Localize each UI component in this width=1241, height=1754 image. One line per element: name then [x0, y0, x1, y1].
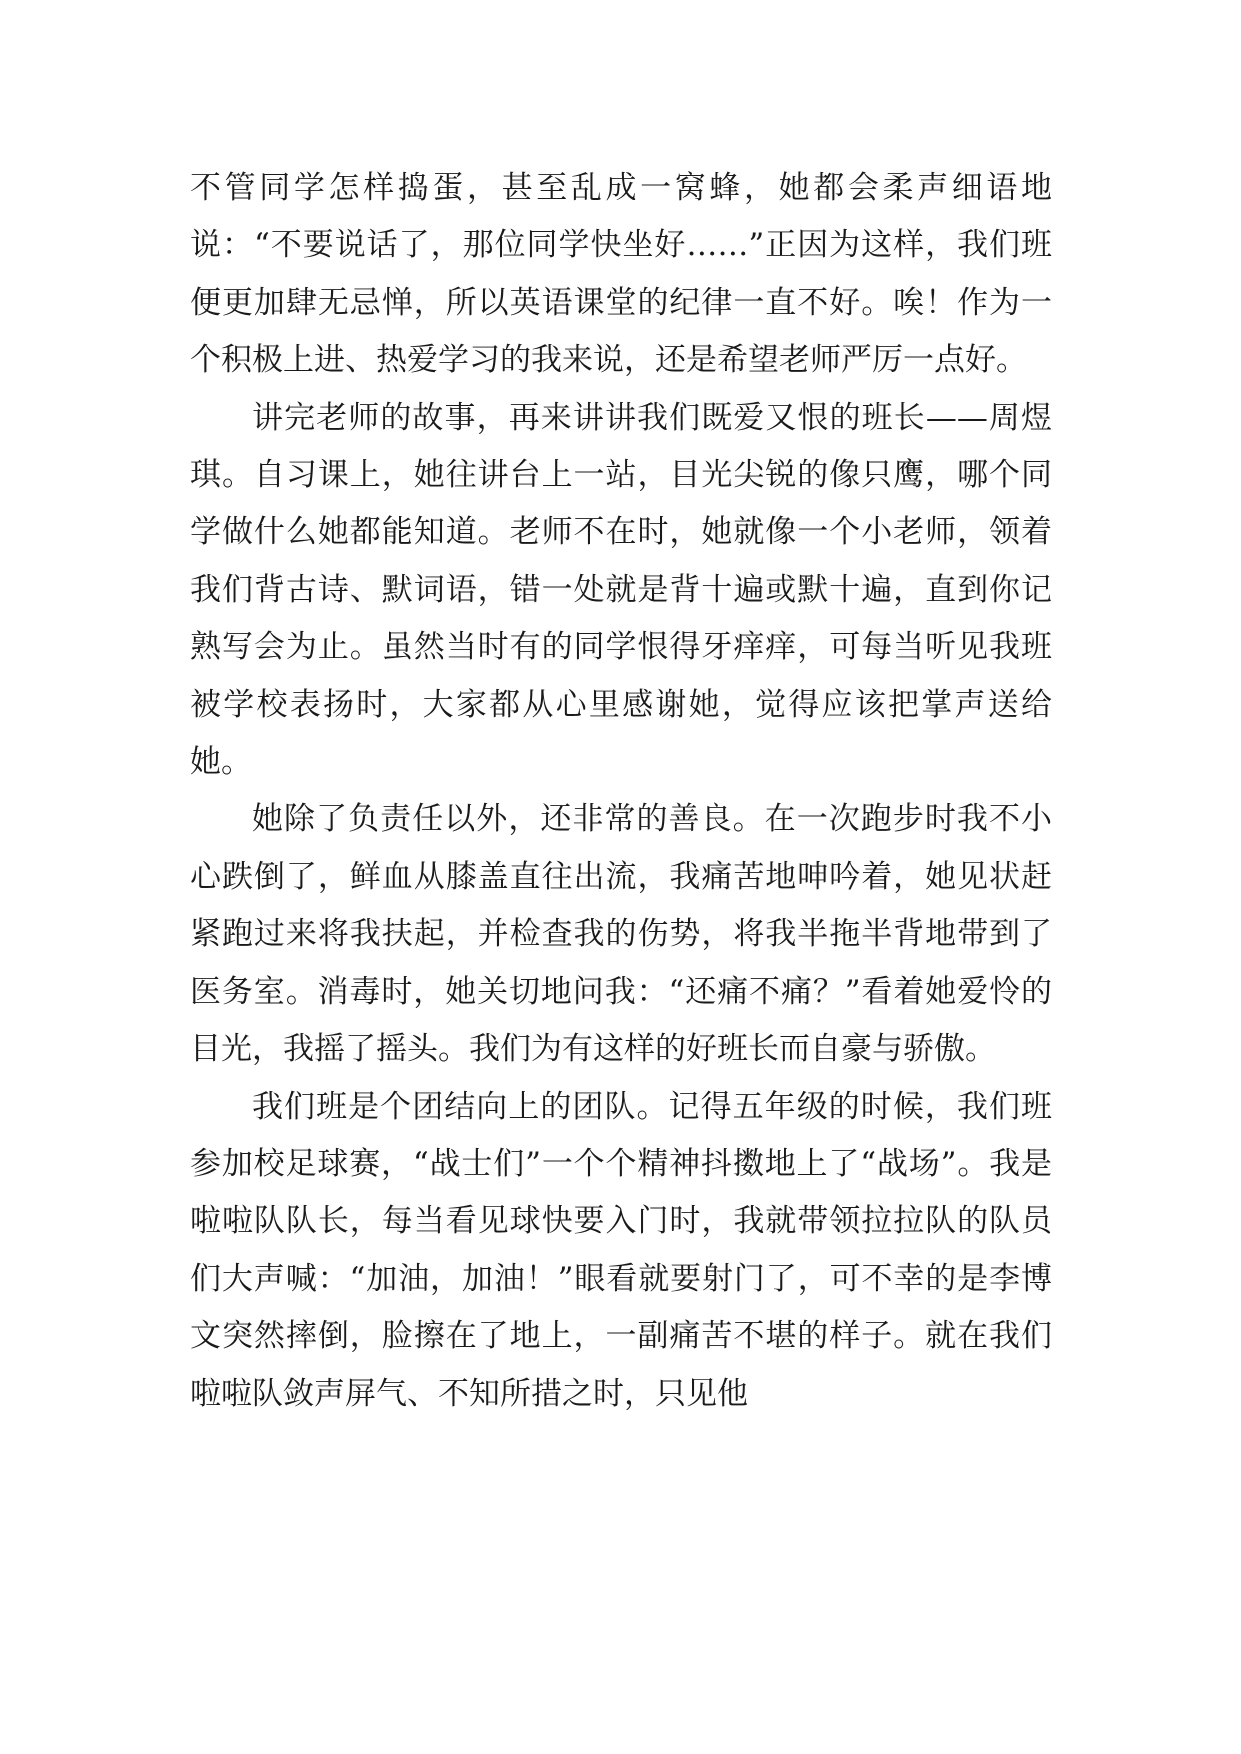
paragraph-4: 我们班是个团结向上的团队。记得五年级的时候，我们班参加校足球赛，“战士们”一个个精神抖擞地上了“战场”。我是啦啦队队长，每当看见球快要入门时，我就带领拉拉队的队员们大声喊：“加油，加油！”眼看就要射门了，可不幸的是李博文突然摔倒，脸擦在了地上，一副痛苦不堪的样子。就在我们啦啦队敛声屏气、不知所措之时，只见他 [190, 1088, 1052, 1412]
body-text [190, 160, 1052, 1423]
paragraph-1: 不管同学怎样捣蛋，甚至乱成一窝蜂，她都会柔声细语地说：“不要说话了，那位同学快坐好……”正因为这样，我们班便更加肆无忌惮，所以英语课堂的纪律一直不好。唉！作为一个积极上进、热爱学习的我来说，还是希望老师严厉一点好。 [190, 170, 1052, 379]
paragraph-3: 她除了负责任以外，还非常的善良。在一次跑步时我不小心跌倒了，鲜血从膝盖直往出流，我痛苦地呻吟着，她见状赶紧跑过来将我扶起，并检查我的伤势，将我半拖半背地带到了医务室。消毒时，她关切地问我：“还痛不痛？”看着她爱怜的目光，我摇了摇头。我们为有这样的好班长而自豪与骄傲。 [190, 801, 1052, 1068]
paragraph-2: 讲完老师的故事，再来讲讲我们既爱又恨的班长——周煜琪。自习课上，她往讲台上一站，目光尖锐的像只鹰，哪个同学做什么她都能知道。老师不在时，她就像一个小老师，领着我们背古诗、默词语，错一处就是背十遍或默十遍，直到你记熟写会为止。虽然当时有的同学恨得牙痒痒，可每当听见我班被学校表扬时，大家都从心里感谢她，觉得应该把掌声送给她。 [190, 399, 1052, 781]
